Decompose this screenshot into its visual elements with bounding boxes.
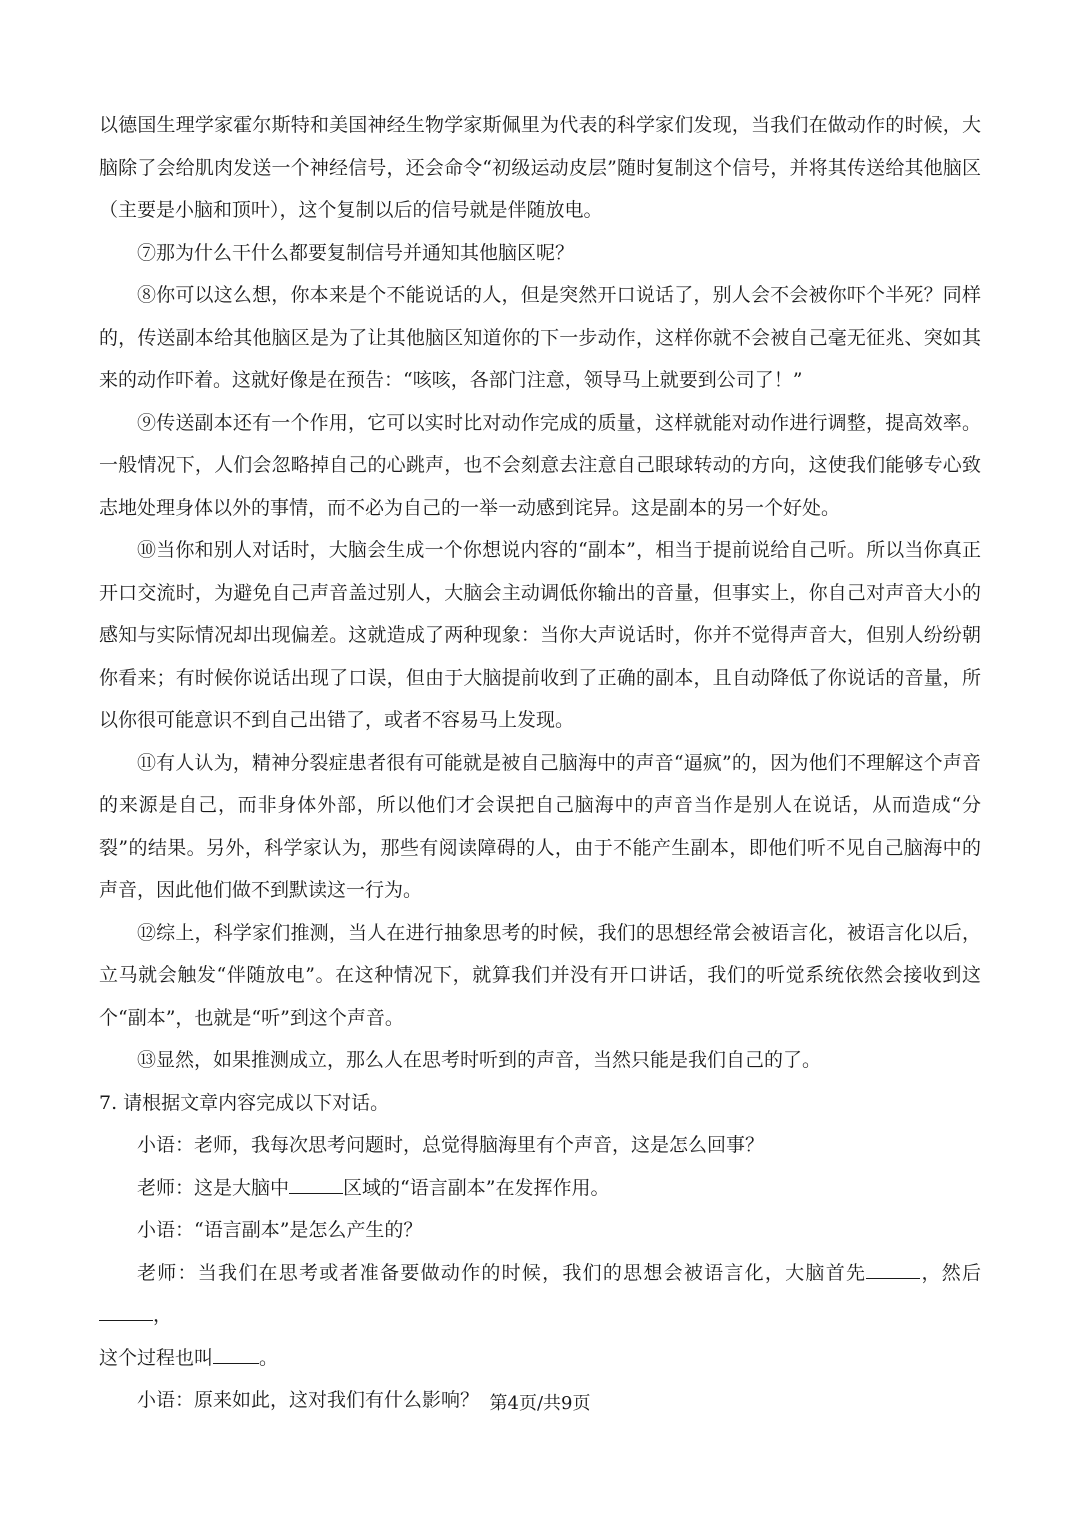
dialogue-line-5-post: 。	[259, 1346, 279, 1369]
paragraph-13: ⑬显然，如果推测成立，那么人在思考时听到的声音，当然只能是我们自己的了。	[137, 1049, 822, 1071]
dialogue-line-5	[99, 1337, 981, 1380]
dialogue-line-3: 小语：“语言副本”是怎么产生的？	[137, 1219, 423, 1241]
dialogue-line-2-pre: 老师：这是大脑中	[137, 1176, 290, 1199]
dialogue-line-2-post: 区域的“语言副本”在发挥作用。	[343, 1176, 610, 1199]
dialogue-line-4-pre: 老师：当我们在思考或者准备要做动作的时候，我们的思想会被语言化，大脑首先	[137, 1261, 867, 1284]
answer-blank-3[interactable]	[99, 1302, 153, 1321]
question-7-title: 7. 请根据文章内容完成以下对话。	[99, 1091, 390, 1114]
paragraph-intro: 以德国生理学家霍尔斯特和美国神经生物学家斯佩里为代表的科学家们发现，当我们在做动作的时候，大脑除了会给肌肉发送一个神经信号，还会命令“初级运动皮层”随时复制这个信号，并将其传送给其他脑区（主要是小脑和顶叶），这个复制以后的信号就是伴随放电。	[99, 114, 981, 221]
dialogue-line-4-mid: ，然后	[920, 1261, 981, 1284]
paragraph-10: ⑩当你和别人对话时，大脑会生成一个你想说内容的“副本”，相当于提前说给自己听。所以当你真正开口交流时，为避免自己声音盖过别人，大脑会主动调低你输出的音量，但事实上，你自己对声音大小的感知与实际情况却出现偏差。这就造成了两种现象：当你大声说话时，你并不觉得声音大，但别人纷纷朝你看来；有时候你说话出现了口误，但由于大脑提前收到了正确的副本，且自动降低了你说话的音量，所以你很可能意识不到自己出错了，或者不容易马上发现。	[99, 539, 981, 731]
dialogue-line-2	[99, 1167, 981, 1210]
answer-blank-2[interactable]	[866, 1260, 920, 1279]
dialogue-line-4	[99, 1252, 981, 1337]
answer-blank-4[interactable]	[213, 1345, 259, 1364]
paragraph-12: ⑫综上，科学家们推测，当人在进行抽象思考的时候，我们的思想经常会被语言化，被语言化以后，立马就会触发“伴随放电”。在这种情况下，就算我们并没有开口讲话，我们的听觉系统依然会接收到这个“副本”，也就是“听”到这个声音。	[99, 921, 981, 1029]
dialogue-line-6: 小语：原来如此，这对我们有什么影响？	[137, 1389, 480, 1411]
dialogue-line-1: 小语：老师，我每次思考问题时，总觉得脑海里有个声音，这是怎么回事？	[137, 1134, 765, 1156]
paragraph-8: ⑧你可以这么想，你本来是个不能说话的人，但是突然开口说话了，别人会不会被你吓个半死？同样的，传送副本给其他脑区是为了让其他脑区知道你的下一步动作，这样你就不会被自己毫无征兆、突如其来的动作吓着。这就好像是在预告：“咳咳，各部门注意，领导马上就要到公司了！”	[99, 284, 981, 391]
dialogue-line-4-end: ，	[153, 1304, 173, 1326]
dialogue-line-5-pre: 这个过程也叫	[99, 1346, 214, 1369]
article-body	[99, 104, 981, 1422]
paragraph-7: ⑦那为什么干什么都要复制信号并通知其他脑区呢？	[137, 241, 575, 264]
page-footer: 第4页/共9页	[489, 1393, 591, 1414]
answer-blank-1[interactable]	[289, 1175, 343, 1194]
paragraph-11: ⑪有人认为，精神分裂症患者很有可能就是被自己脑海中的声音“逼疯”的，因为他们不理解这个声音的来源是自己，而非身体外部，所以他们才会误把自己脑海中的声音当作是别人在说话，从而造成“分裂”的结果。另外，科学家认为，那些有阅读障碍的人，由于不能产生副本，即他们听不见自己脑海中的声音，因此他们做不到默读这一行为。	[99, 751, 981, 901]
paragraph-9: ⑨传送副本还有一个作用，它可以实时比对动作完成的质量，这样就能对动作进行调整，提高效率。一般情况下，人们会忽略掉自己的心跳声，也不会刻意去注意自己眼球转动的方向，这使我们能够专心致志地处理身体以外的事情，而不必为自己的一举一动感到诧异。这是副本的另一个好处。	[99, 411, 981, 519]
